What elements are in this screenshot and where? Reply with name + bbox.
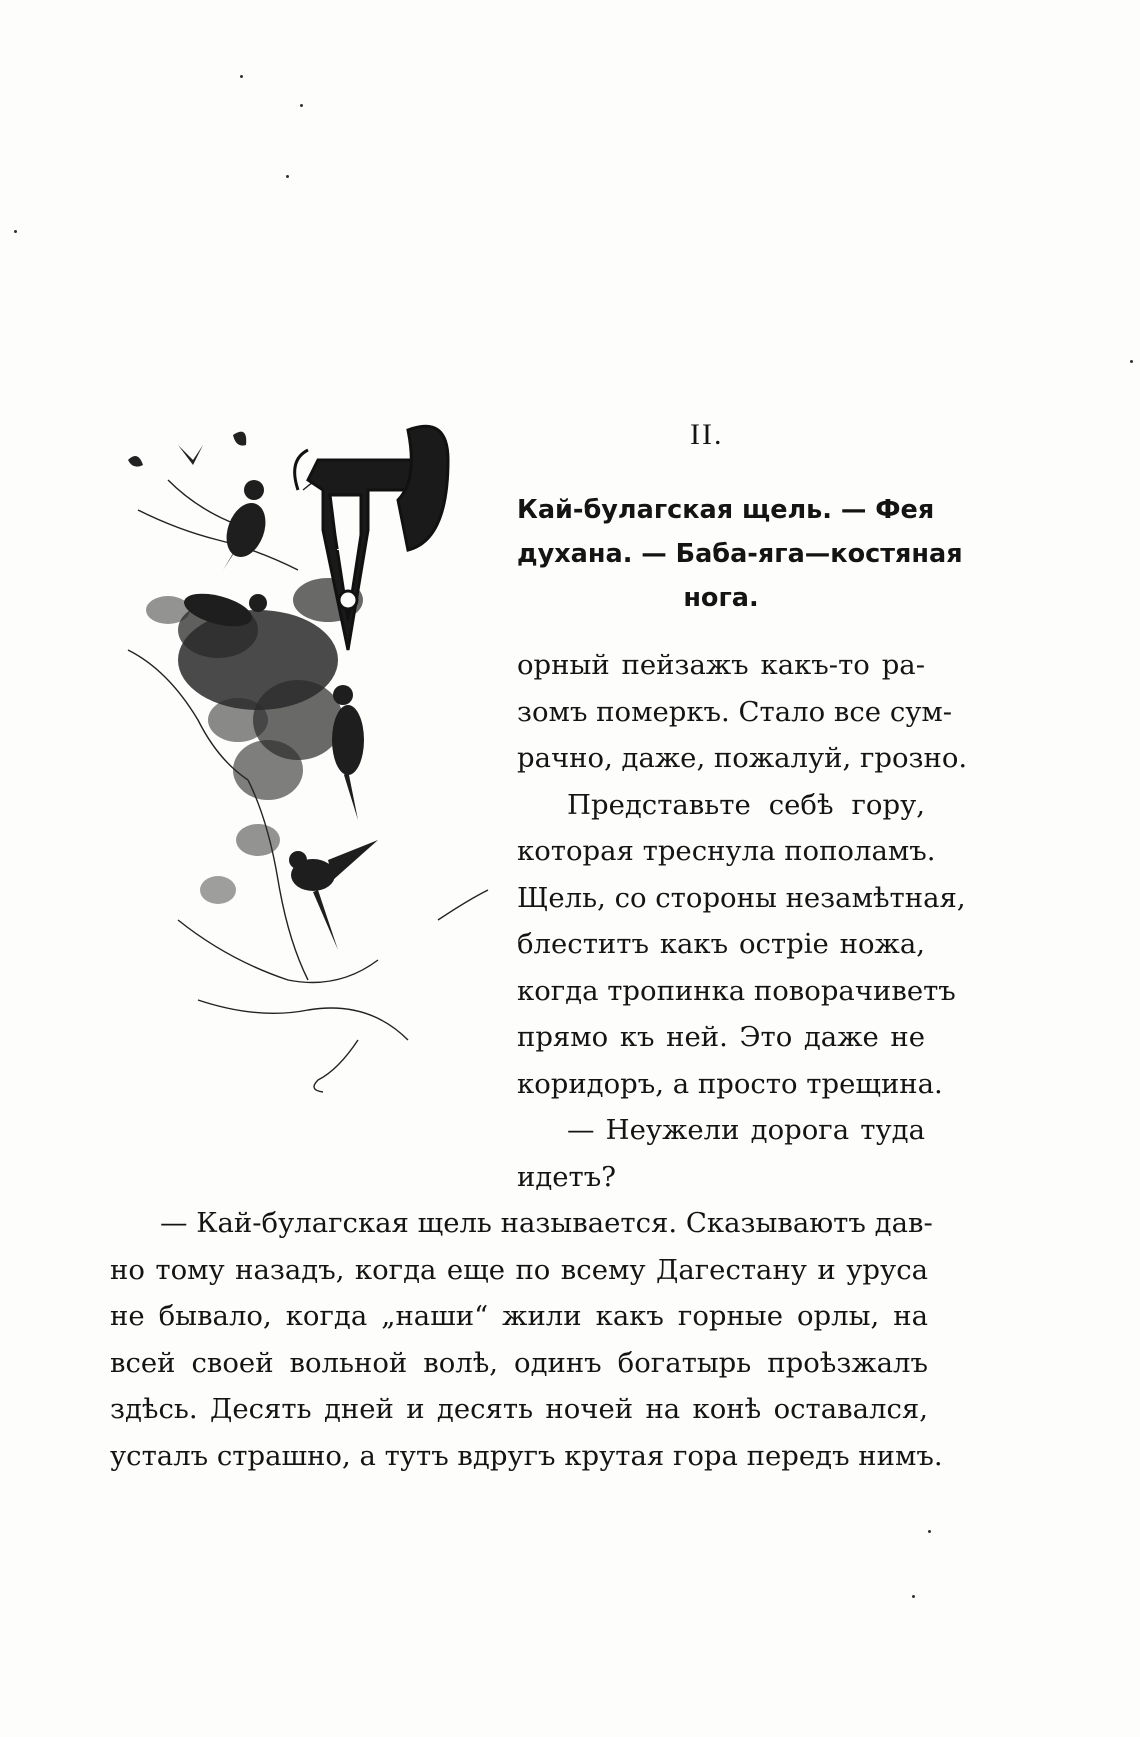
full-width-text bbox=[110, 1200, 943, 1479]
ivy-flourish-icon bbox=[128, 468, 488, 1093]
text-line: здѣсь. Десять дней и десять ночей на конѣ оставался, bbox=[110, 1393, 928, 1425]
text-line: орный пейзажъ какъ-то ра- bbox=[517, 649, 925, 681]
text-line: прямо къ ней. Это даже не bbox=[517, 1021, 925, 1053]
text-line: усталъ страшно, а тутъ вдругъ крутая гора передъ нимъ. bbox=[110, 1439, 943, 1472]
text-line: когда тропинка поворачиветъ bbox=[517, 974, 956, 1007]
scan-speck bbox=[912, 1595, 915, 1598]
scan-speck bbox=[14, 230, 17, 233]
scan-speck bbox=[1130, 360, 1133, 363]
text-line: блеститъ какъ остріе ножа, bbox=[517, 928, 925, 960]
scan-speck bbox=[928, 1530, 931, 1533]
text-line: которая треснула пополамъ. bbox=[517, 835, 936, 867]
text-line: — Неужели дорога туда bbox=[567, 1114, 925, 1146]
drop-cap-illustration bbox=[108, 420, 508, 1100]
chapter-number: II. bbox=[690, 418, 724, 451]
text-line: Щель, со стороны незамѣтная, bbox=[517, 881, 966, 914]
nest-foliage-icon bbox=[146, 578, 363, 904]
text-line: Представьте себѣ гору, bbox=[567, 788, 925, 821]
summary-line: нога. bbox=[683, 583, 759, 613]
text-line: всей своей вольной волѣ, одинъ богатырь проѣзжалъ bbox=[110, 1346, 928, 1379]
text-line: но тому назадъ, когда еще по всему Дагестану и уруса bbox=[110, 1253, 928, 1286]
bird-icon bbox=[220, 480, 273, 570]
summary-line: Кай-булагская щель. — Фея bbox=[517, 495, 935, 525]
text-line: рачно, даже, пожалуй, грозно. bbox=[517, 742, 968, 774]
chapter-summary bbox=[517, 488, 963, 620]
butterfly-icon bbox=[128, 432, 246, 467]
text-line: коридоръ, а просто трещина. bbox=[517, 1067, 943, 1100]
scan-speck bbox=[300, 104, 303, 107]
summary-line: духана. — Баба-яга—костяная bbox=[517, 539, 963, 569]
text-line: зомъ померкъ. Стало все сум- bbox=[517, 695, 953, 728]
right-column-text bbox=[517, 642, 968, 1200]
scan-speck bbox=[286, 175, 289, 178]
drop-cap-letter: Г bbox=[336, 531, 350, 555]
text-line: идетъ? bbox=[517, 1160, 616, 1193]
text-line: не бывало, когда „наши“ жили какъ горные орлы, на bbox=[110, 1300, 928, 1332]
text-line: — Кай-булагская щель называется. Сказываютъ дав- bbox=[160, 1207, 933, 1239]
scan-speck bbox=[240, 75, 243, 78]
bird-icon bbox=[289, 840, 378, 950]
